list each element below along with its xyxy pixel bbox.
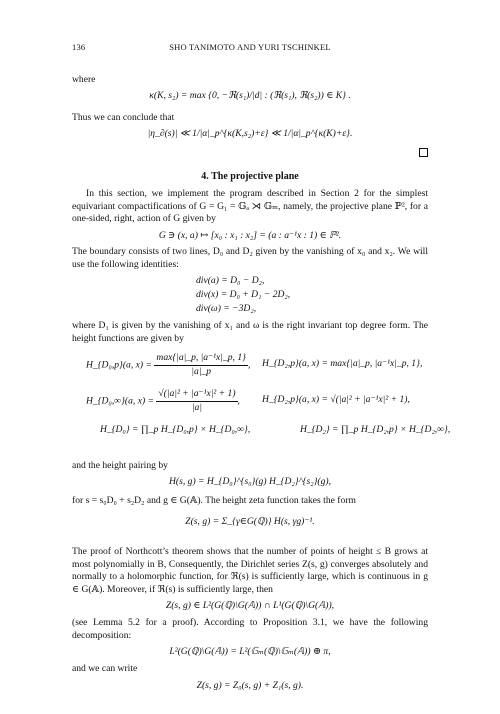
paragraph-northcott: The proof of Northcott’s theorem shows that the number of points of height ≤ B grows at most polynomially in B, Consequently, the Dirichlet series Z(s, g) converges absolutely and normally to a holomorphic function, for ℜ(s) is sufficiently large, which is continuous in g ∈ G(𝔸). Moreover, if ℜ(s) is sufficiently large, then — [72, 546, 428, 595]
div-identity-a: div(a) = D₀ − D₂, — [196, 275, 265, 286]
height-d2-product: H_{D₂} = ∏_p H_{D₂,p} × H_{D₂,∞}, — [300, 424, 451, 435]
section-title: 4. The projective plane — [201, 171, 299, 182]
height-d0-p-fraction — [154, 352, 248, 378]
paragraph-write: and we can write — [72, 663, 138, 674]
eta-bound-equation: |η_∂(s)| ≪ 1/|α|_p^{κ(K,s₂)+ε} ≪ 1/|α|_p^{κ(K)+ε}. — [147, 128, 353, 139]
page-number: 136 — [72, 42, 86, 52]
height-d0-p-lhs: H_{D₀,p}(a, x) = — [86, 359, 152, 371]
paragraph-boundary: The boundary consists of two lines, D₀ and D₂ given by the vanishing of x₀ and x₂. We will use the following identities: — [72, 246, 428, 270]
paragraph-heights: where D₁ is given by the vanishing of x₁ and ω is the right invariant top degree form. The height functions are given by — [72, 320, 428, 344]
paragraph-intro: In this section, we implement the program described in Section 2 for the simplest equivariant compactifications of G = G₁ = 𝔾ₐ ⋊ 𝔾ₘ, namely, the projective plane ℙ², for a one-sided, right, action of G given by — [72, 188, 428, 225]
height-d0-p-denominator: |a|_p — [191, 365, 212, 377]
paragraph-lemma: (see Lemma 5.2 for a proof). According to Proposition 3.1, we have the following decomposition: — [72, 617, 428, 641]
height-pairing-equation: H(s, g) = H_{D₀}^{s₀}(g) H_{D₂}^{s₂}(g), — [169, 476, 331, 487]
paragraph-zeta: for s = s₀D₀ + s₂D₂ and g ∈ G(𝔸). The height zeta function takes the form — [72, 495, 356, 506]
l2-membership-equation: Z(s, g) ∈ L²(G(ℚ)\G(𝔸)) ∩ L¹(G(ℚ)\G(𝔸)), — [165, 600, 335, 611]
height-d2-inf: H_{D₂,p}(a, x) = √(|a|² + |a⁻¹x|² + 1), — [262, 394, 410, 405]
height-d0-inf: H_{D₀,∞}(a, x) = $\frac{\text{√(|a|² + |a⁻¹x|² + 1)}}{|a|}$ , — [86, 388, 240, 413]
final-equation: Z(s, g) = Z₀(s, g) + Z₁(s, g). — [196, 680, 304, 691]
qed-symbol — [419, 148, 428, 157]
paragraph-pairing: and the height pairing by — [72, 460, 168, 471]
height-d0-inf-lhs: H_{D₀,∞}(a, x) = — [86, 395, 155, 407]
height-d0-inf-denominator: |a| — [191, 401, 202, 413]
height-d0-inf-fraction — [156, 388, 237, 414]
zeta-equation: Z(s, g) = Σ_{γ∈G(ℚ)} H(s, γg)⁻¹. — [185, 516, 315, 527]
height-d2-p: H_{D₂,p}(a, x) = max{|a|_p, |a⁻¹x|_p, 1}, — [262, 358, 423, 369]
height-d0-inf-numerator: √(|a|² + |a⁻¹x|² + 1) — [156, 388, 237, 402]
height-d0-p: H_{D₀,p}(a, x) = $\frac{\text{max\{|a|\_p, |a⁻¹x|\_p, 1\}}}{|a|\_p}$ , — [86, 352, 251, 377]
running-head: SHO TANIMOTO AND YURI TSCHINKEL — [169, 42, 331, 52]
decomposition-equation: L²(G(ℚ)\G(𝔸)) = L²(𝔾ₘ(ℚ)\𝔾ₘ(𝔸)) ⊕ π, — [169, 646, 331, 657]
div-identity-omega: div(ω) = −3D₂, — [196, 303, 257, 314]
height-d0-product: H_{D₀} = ∏_p H_{D₀,p} × H_{D₀,∞}, — [100, 424, 251, 435]
where-text: where — [72, 74, 96, 85]
kappa-equation: κ(K, s₂) = max {0, −ℜ(s₁)/|d| : (ℜ(s₁), ℜ(s₂)) ∈ K} . — [149, 90, 351, 101]
div-identity-x: div(x) = D₀ + D₁ − 2D₂, — [196, 289, 291, 300]
height-d0-p-numerator: max{|a|_p, |a⁻¹x|_p, 1} — [154, 352, 248, 366]
thus-text: Thus we can conclude that — [72, 112, 175, 123]
action-equation: G ∋ (x, a) ↦ [x₀ : x₁ : x₂] = (a : a⁻¹x : 1) ∈ ℙ². — [158, 230, 342, 241]
running-header — [72, 42, 428, 56]
